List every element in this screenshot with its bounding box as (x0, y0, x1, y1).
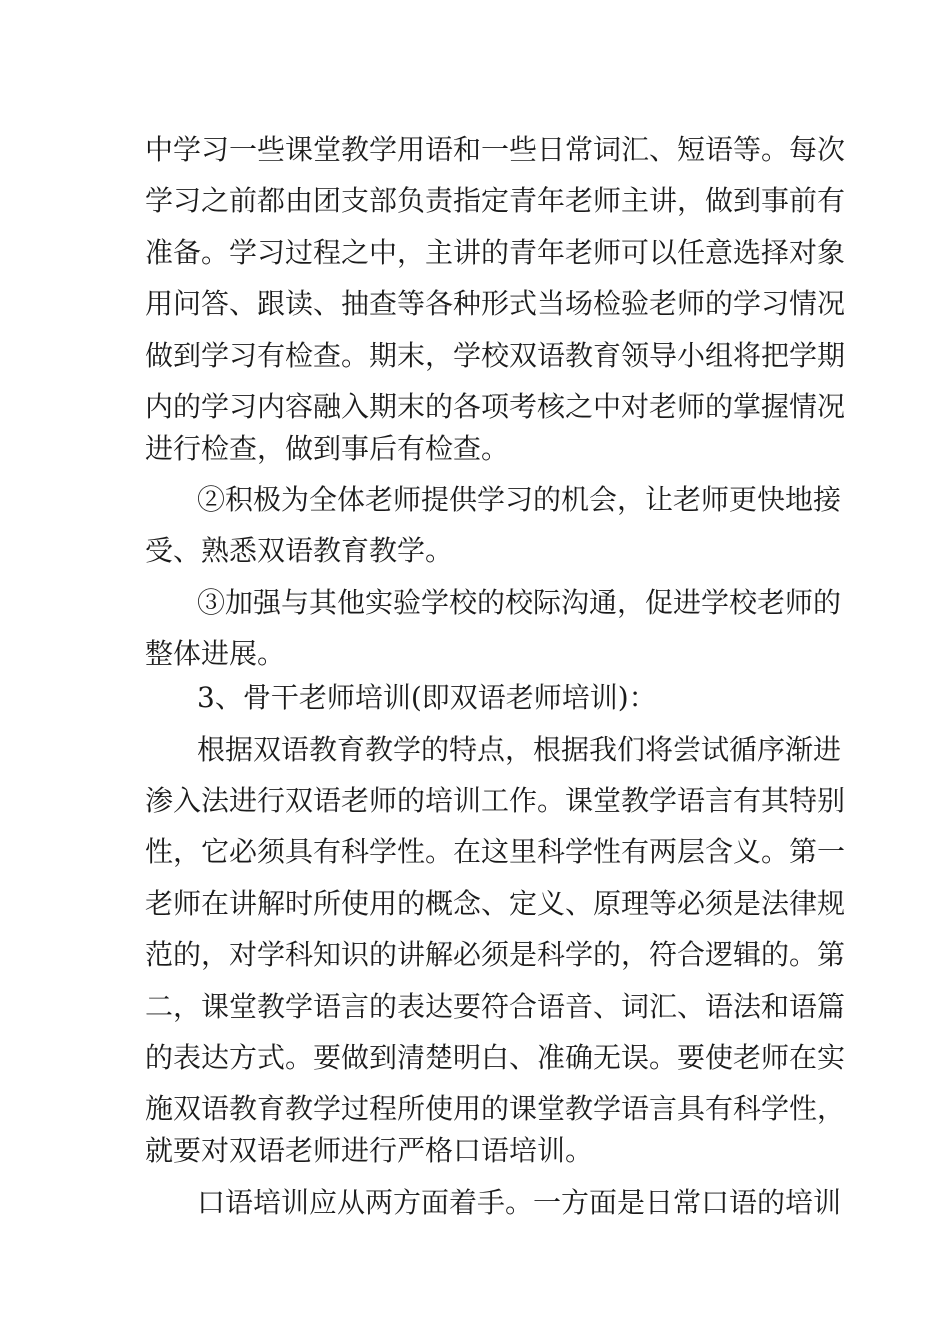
text-line: 整体进展。 (145, 637, 286, 670)
section-heading: 3、骨干老师培训(即双语老师培训)： (197, 681, 657, 714)
text-line: ②积极为全体老师提供学习的机会，让老师更快地接 (197, 483, 842, 516)
text-line: 老师在讲解时所使用的概念、定义、原理等必须是法律规 (145, 887, 846, 920)
text-line: 的表达方式。要做到清楚明白、准确无误。要使老师在实 (145, 1041, 846, 1074)
text-line: 学习之前都由团支部负责指定青年老师主讲，做到事前有 (145, 184, 846, 217)
text-line: 准备。学习过程之中，主讲的青年老师可以任意选择对象 (145, 236, 846, 269)
text-line: 进行检查，做到事后有检查。 (145, 432, 510, 465)
text-line: 根据双语教育教学的特点，根据我们将尝试循序渐进 (197, 733, 842, 766)
text-line: 就要对双语老师进行严格口语培训。 (145, 1134, 594, 1167)
text-line: 性，它必须具有科学性。在这里科学性有两层含义。第一 (145, 835, 846, 868)
text-line: 中学习一些课堂教学用语和一些日常词汇、短语等。每次 (145, 133, 846, 166)
text-line: ③加强与其他实验学校的校际沟通，促进学校老师的 (197, 586, 842, 619)
text-line: 施双语教育教学过程所使用的课堂教学语言具有科学性， (145, 1092, 846, 1125)
text-line: 二，课堂教学语言的表达要符合语音、词汇、语法和语篇 (145, 990, 846, 1023)
text-line: 渗入法进行双语老师的培训工作。课堂教学语言有其特别 (145, 784, 846, 817)
text-line: 做到学习有检查。期末，学校双语教育领导小组将把学期 (145, 339, 846, 372)
text-line: 口语培训应从两方面着手。一方面是日常口语的培训 (197, 1186, 842, 1219)
text-line: 受、熟悉双语教育教学。 (145, 534, 454, 567)
text-line: 用问答、跟读、抽查等各种形式当场检验老师的学习情况 (145, 287, 846, 320)
text-line: 内的学习内容融入期末的各项考核之中对老师的掌握情况 (145, 390, 846, 423)
text-line: 范的，对学科知识的讲解必须是科学的，符合逻辑的。第 (145, 938, 846, 971)
